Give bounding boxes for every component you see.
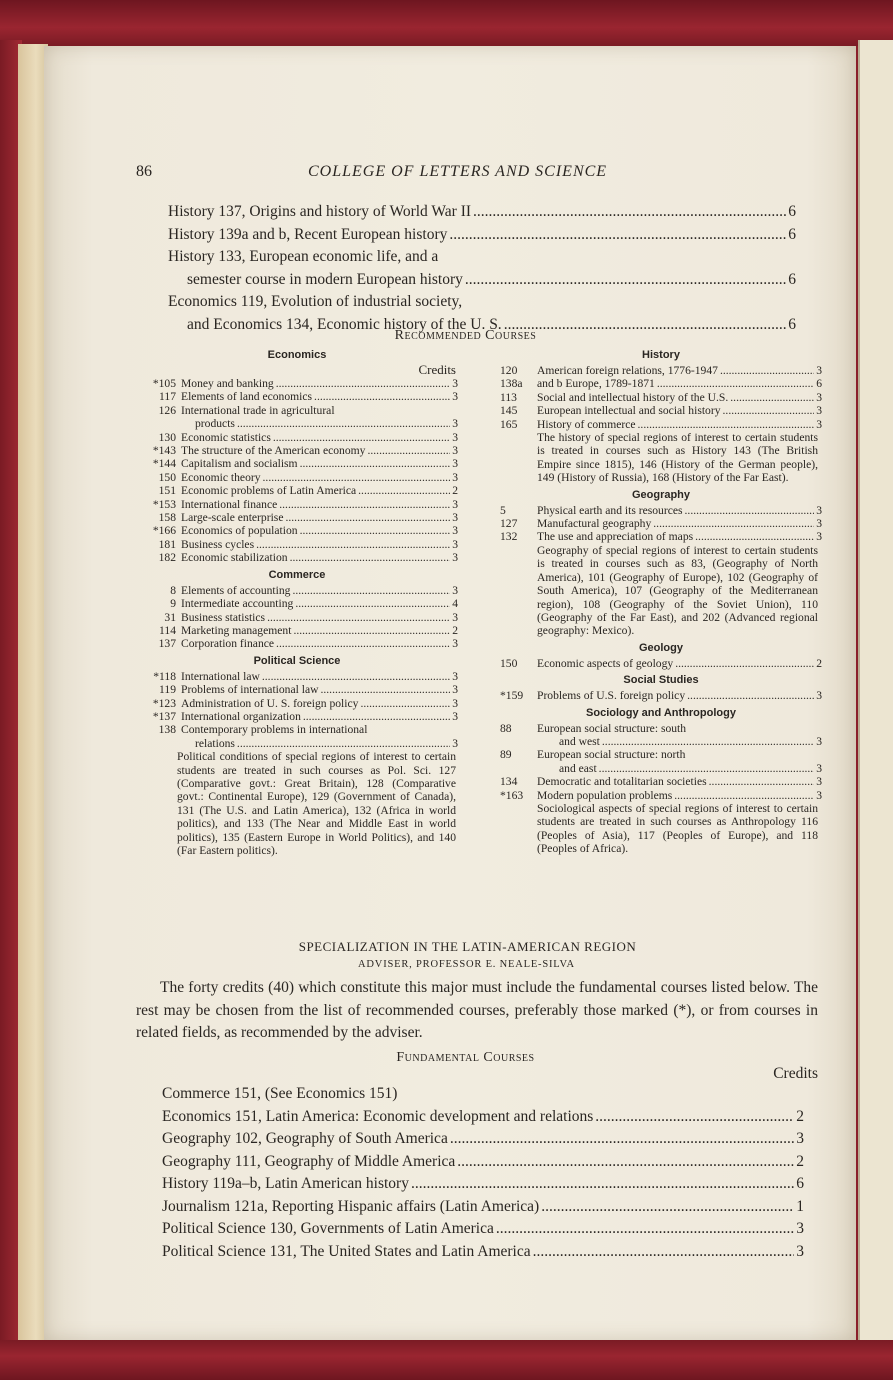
section-note: Political conditions of special regions of interest to certain students are treated in such courses as Pol. Sci. 127 (Comparative govt.: Great Britain), 128 (Comparative govt.: Continental Europe), 129 (Government of Canada), 131 (The U.S. and Latin America), 132 (Africa in world politics), and 133 (The Near and Middle East in world politics), 135 (Eastern Europe in World Politics), and 140 (Far Eastern politics). <box>177 750 456 857</box>
specialization-title: SPECIALIZATION IN THE LATIN-AMERICAN REGION <box>298 939 637 954</box>
course-credits: 3 <box>796 1130 804 1147</box>
course-row <box>500 689 822 702</box>
dot-leader <box>457 1151 794 1174</box>
section-note: The history of special regions of interest to certain students is treated in courses such as History 143 (The British Empire since 1815), 146 (History of the German people), 149 (History of Russia), 168 (History of the Far East). <box>537 431 818 485</box>
running-title: COLLEGE OF LETTERS AND SCIENCE <box>308 163 608 180</box>
dot-leader <box>263 471 451 484</box>
course-credits: 3 <box>816 788 822 802</box>
section-heading: Political Science <box>253 654 341 667</box>
dot-leader <box>723 404 815 417</box>
course-name: Modern population problems <box>537 788 673 802</box>
course-row <box>136 670 458 683</box>
specialization-adviser: ADVISER, PROFESSOR E. NEALE-SILVA <box>358 959 575 970</box>
section-note: Geography of special regions of interest to certain students is treated in courses such as 83, (Geography of North America), 101 (Geography of Europe), 102 (Geography of South America), 107 (Geography of the Mediterranean region), 108 (Geography of the Soviet Union), 110 (Geography of the Far East), and 202 (Advanced regional geography: Mexico). <box>537 543 818 638</box>
fundamental-course-line <box>162 1241 804 1264</box>
course-credits: 4 <box>452 597 458 611</box>
course-title: Commerce 151, (See Economics 151) <box>162 1085 398 1102</box>
dot-leader <box>273 431 450 444</box>
course-name: Corporation finance <box>181 637 275 651</box>
course-credits: 3 <box>452 417 458 431</box>
course-credits: 2 <box>452 484 458 498</box>
course-credits: 3 <box>452 583 458 597</box>
course-number: 130 <box>158 430 176 444</box>
dot-leader <box>730 391 814 404</box>
course-credits: 3 <box>816 734 822 748</box>
course-row <box>136 611 458 624</box>
course-credits: 3 <box>452 696 458 710</box>
dot-leader <box>674 789 814 802</box>
credits-label: Credits <box>418 362 456 377</box>
top-course-line <box>168 224 796 247</box>
course-number: 165 <box>500 417 518 431</box>
course-name: Economic aspects of geology <box>537 656 674 670</box>
course-row <box>500 789 822 802</box>
course-number: 138a <box>500 377 523 391</box>
course-number: 127 <box>500 517 518 531</box>
course-name: International law <box>181 669 260 683</box>
course-number: *123 <box>152 696 176 710</box>
course-title: semester course in modern European history <box>187 270 463 288</box>
fundamental-course-line <box>162 1218 804 1241</box>
course-row <box>136 737 458 750</box>
dot-leader <box>450 1128 794 1151</box>
dot-leader <box>595 1106 794 1129</box>
course-credits: 3 <box>816 517 822 531</box>
course-name: Capitalism and socialism <box>181 457 298 471</box>
dot-leader <box>496 1218 794 1241</box>
course-name: European intellectual and social history <box>537 404 721 418</box>
course-title: History 139a and b, Recent European history <box>168 225 448 243</box>
course-name: Intermediate accounting <box>181 597 294 611</box>
course-credits: 2 <box>452 623 458 637</box>
course-row <box>136 697 458 710</box>
course-number: *118 <box>153 669 176 683</box>
dot-leader <box>541 1196 794 1219</box>
course-name: Democratic and totalitarian societies <box>537 775 707 789</box>
fundamental-course-line <box>162 1083 804 1106</box>
section-heading: Geography <box>631 488 691 501</box>
course-credits: 3 <box>452 390 458 404</box>
dot-leader <box>237 417 450 430</box>
course-credits: 3 <box>452 551 458 565</box>
course-row <box>500 504 822 517</box>
course-row <box>136 624 458 637</box>
dot-leader <box>473 201 786 224</box>
course-credits: 6 <box>796 1175 804 1192</box>
section-heading: Geology <box>638 641 683 654</box>
course-number: 181 <box>158 537 176 551</box>
course-number: 151 <box>158 484 176 498</box>
course-credits: 1 <box>796 1197 804 1215</box>
course-number: 182 <box>158 551 176 565</box>
course-number: 145 <box>500 404 518 418</box>
course-number: 88 <box>500 721 512 735</box>
course-number: *144 <box>152 457 176 471</box>
course-credits: 3 <box>816 775 822 789</box>
course-name: and b Europe, 1789-1871 <box>537 377 655 391</box>
course-name: Marketing management <box>181 623 292 637</box>
top-course-list <box>168 201 796 336</box>
course-credits: 6 <box>816 377 822 391</box>
course-credits: 3 <box>796 1220 804 1237</box>
course-title: Political Science 131, The United States and Latin America <box>162 1242 531 1260</box>
course-number: 137 <box>158 637 176 651</box>
dot-leader <box>687 689 814 702</box>
course-credits: 3 <box>452 497 458 511</box>
course-name: Economic theory <box>181 470 261 484</box>
dot-leader <box>449 224 786 247</box>
course-credits: 6 <box>788 225 796 243</box>
course-name: European social structure: north <box>537 748 686 762</box>
course-row <box>500 762 822 775</box>
course-credits: 3 <box>816 503 822 517</box>
recommended-left-column <box>136 345 458 857</box>
course-name: The structure of the American economy <box>181 444 366 458</box>
course-name: American foreign relations, 1776-1947 <box>537 364 718 377</box>
course-credits: 3 <box>816 404 822 418</box>
course-title: Journalism 121a, Reporting Hispanic affairs (Latin America) <box>162 1197 540 1215</box>
facing-page-edge <box>858 40 893 1342</box>
course-number: 132 <box>500 530 518 544</box>
dot-leader <box>695 530 814 543</box>
course-row <box>136 511 458 524</box>
course-row <box>500 377 822 390</box>
course-number: 31 <box>164 610 176 624</box>
dot-leader <box>303 710 450 723</box>
course-row <box>500 364 822 377</box>
book-binding-top <box>0 0 893 46</box>
course-number: 150 <box>158 470 176 484</box>
course-name: History of commerce <box>537 417 636 431</box>
course-name: Business cycles <box>181 537 255 551</box>
course-number: 119 <box>159 683 176 697</box>
course-row <box>136 524 458 537</box>
course-name: International organization <box>181 709 301 723</box>
course-name: International trade in agricultural <box>181 403 335 417</box>
course-number: 158 <box>158 511 176 525</box>
course-row <box>136 484 458 497</box>
course-row <box>136 431 458 444</box>
course-number: 9 <box>170 597 176 611</box>
course-row <box>136 538 458 551</box>
fundamental-course-line <box>162 1173 804 1196</box>
course-title: Economics 151, Latin America: Economic development and relations <box>162 1107 594 1125</box>
course-name: The use and appreciation of maps <box>537 530 694 544</box>
course-number: *166 <box>152 524 176 538</box>
course-name: Problems of international law <box>181 683 319 697</box>
dot-leader <box>685 504 815 517</box>
course-credits: 3 <box>452 637 458 651</box>
dot-leader <box>533 1241 795 1264</box>
course-row <box>500 657 822 670</box>
course-credits: 2 <box>796 1152 804 1170</box>
course-number: 5 <box>500 503 506 517</box>
course-credits: 3 <box>816 390 822 404</box>
course-name: Elements of accounting <box>181 583 291 597</box>
dot-leader <box>293 624 450 637</box>
course-name: International finance <box>181 497 278 511</box>
course-credits: 3 <box>796 1242 804 1260</box>
dot-leader <box>602 735 814 748</box>
course-credits: 2 <box>796 1107 804 1125</box>
course-name: products <box>195 417 235 431</box>
dot-leader <box>262 670 450 683</box>
dot-leader <box>295 597 450 610</box>
fundamental-course-line <box>162 1106 804 1129</box>
top-course-line <box>168 291 796 314</box>
course-title: Geography 111, Geography of Middle America <box>162 1152 456 1170</box>
course-number: 113 <box>500 390 517 404</box>
course-row <box>136 444 458 457</box>
dot-leader <box>720 364 814 377</box>
course-name: and west <box>559 734 600 748</box>
dot-leader <box>358 484 450 497</box>
course-row <box>500 517 822 530</box>
course-title: History 137, Origins and history of World War II <box>168 203 472 220</box>
section-note: Sociological aspects of special regions of interest to certain students are treated in such courses as Anthropology 116 (Peoples of Asia), 117 (Peoples of Europe), and 118 (Peoples of Africa). <box>537 801 818 856</box>
course-row <box>136 377 458 390</box>
course-number: 8 <box>170 583 176 597</box>
dot-leader <box>267 611 450 624</box>
dot-leader <box>709 775 815 788</box>
course-credits: 3 <box>452 444 458 458</box>
course-name: European social structure: south <box>537 721 687 735</box>
course-title: Geography 102, Geography of South America <box>162 1130 448 1147</box>
dot-leader <box>237 737 450 750</box>
section-heading: Social Studies <box>623 674 699 687</box>
course-name: Business statistics <box>181 610 266 624</box>
course-credits: 3 <box>452 470 458 484</box>
fundamental-course-line <box>162 1196 804 1219</box>
course-row <box>136 417 458 430</box>
course-row <box>136 457 458 470</box>
course-row <box>136 584 458 597</box>
dot-leader <box>314 390 450 403</box>
fundamental-course-line <box>162 1128 804 1151</box>
fundamental-course-list <box>162 1083 804 1263</box>
page-number: 86 <box>136 163 152 180</box>
course-number: *153 <box>152 497 176 511</box>
course-number: 120 <box>500 364 518 377</box>
course-credits: 3 <box>452 377 458 390</box>
recommended-courses-heading: Recommended Courses <box>394 328 537 343</box>
book-binding-bottom <box>0 1340 893 1380</box>
course-row <box>136 683 458 696</box>
course-name: Manufactural geography <box>537 517 652 531</box>
course-row <box>500 722 822 735</box>
dot-leader <box>300 457 451 470</box>
top-course-line <box>168 201 796 224</box>
course-credits: 2 <box>816 656 822 670</box>
course-credits: 3 <box>816 364 822 377</box>
course-row <box>500 391 822 404</box>
course-number: *137 <box>152 709 176 723</box>
course-credits: 3 <box>816 689 822 703</box>
dot-leader <box>279 498 450 511</box>
course-name: Economic problems of Latin America <box>181 484 357 498</box>
course-number: 89 <box>500 748 512 762</box>
course-name: Physical earth and its resources <box>537 503 683 517</box>
dot-leader <box>276 637 450 650</box>
course-row <box>500 748 822 761</box>
course-credits: 3 <box>816 761 822 775</box>
course-credits: 6 <box>788 203 796 220</box>
course-name: Social and intellectual history of the U.S. <box>537 390 729 404</box>
course-name: Contemporary problems in international <box>181 723 368 737</box>
fundamental-credits-label: Credits <box>773 1065 818 1082</box>
course-row <box>136 471 458 484</box>
course-number: 126 <box>158 403 176 417</box>
course-title: and Economics 134, Economic history of the U. S. <box>187 315 502 333</box>
dot-leader <box>638 418 815 431</box>
course-credits: 3 <box>452 683 458 697</box>
course-row <box>136 404 458 417</box>
course-credits: 6 <box>788 315 796 333</box>
course-row <box>500 735 822 748</box>
dot-leader <box>653 517 814 530</box>
course-number: 117 <box>159 390 176 404</box>
dot-leader <box>675 657 814 670</box>
fundamental-course-line <box>162 1151 804 1174</box>
course-credits: 3 <box>452 669 458 683</box>
top-course-line <box>168 269 796 292</box>
course-row <box>136 723 458 736</box>
dot-leader <box>367 444 450 457</box>
specialization-paragraph: The forty credits (40) which constitute this major must include the fundamental courses listed below. The rest may be chosen from the list of recommended courses, preferably those marked (*), or from courses in related fields, as recommended by the adviser. <box>136 979 818 1041</box>
course-title: Political Science 130, Governments of Latin America <box>162 1220 494 1237</box>
course-title: Economics 119, Evolution of industrial society, <box>168 293 463 310</box>
dot-leader <box>320 683 450 696</box>
course-row <box>136 637 458 650</box>
course-credits: 3 <box>452 736 458 750</box>
course-row <box>136 390 458 403</box>
dot-leader <box>290 551 451 564</box>
course-name: Economics of population <box>181 524 298 538</box>
dot-leader <box>465 269 786 292</box>
course-row <box>500 418 822 431</box>
dot-leader <box>411 1173 794 1196</box>
course-row <box>500 404 822 417</box>
course-number: *163 <box>500 788 524 802</box>
dot-leader <box>657 377 814 390</box>
course-credits: 3 <box>452 537 458 551</box>
dot-leader <box>256 538 450 551</box>
course-title: History 119a–b, Latin American history <box>162 1175 409 1192</box>
course-number: 150 <box>500 656 518 670</box>
dot-leader <box>300 524 451 537</box>
course-credits: 3 <box>452 511 458 525</box>
course-number: *143 <box>152 444 176 458</box>
course-number: *105 <box>152 377 176 390</box>
course-row <box>136 551 458 564</box>
course-number: 134 <box>500 775 518 789</box>
course-name: Economic stabilization <box>181 551 288 565</box>
dot-leader <box>599 762 815 775</box>
course-row <box>136 597 458 610</box>
running-header <box>0 163 893 185</box>
course-credits: 3 <box>452 709 458 723</box>
course-name: Problems of U.S. foreign policy <box>537 689 686 703</box>
section-heading: Economics <box>267 349 327 361</box>
course-name: relations <box>195 736 235 750</box>
course-name: Large-scale enterprise <box>181 511 284 525</box>
course-credits: 3 <box>452 457 458 471</box>
course-name: Elements of land economics <box>181 390 313 404</box>
course-row <box>136 710 458 723</box>
course-credits: 3 <box>816 530 822 544</box>
course-row <box>136 498 458 511</box>
recommended-right-column <box>500 345 822 856</box>
section-heading: Sociology and Anthropology <box>586 706 736 719</box>
dot-leader <box>292 584 450 597</box>
course-row <box>500 530 822 543</box>
course-number: *159 <box>500 689 524 703</box>
course-title: History 133, European economic life, and a <box>168 248 439 265</box>
course-credits: 3 <box>452 430 458 444</box>
dot-leader <box>360 697 450 710</box>
top-course-line <box>168 246 796 269</box>
course-name: and east <box>559 761 597 775</box>
course-credits: 6 <box>788 270 796 288</box>
fundamental-courses-heading: Fundamental Courses <box>396 1050 535 1065</box>
section-heading: Commerce <box>268 568 326 581</box>
course-name: Economic statistics <box>181 430 271 444</box>
course-number: 114 <box>159 623 176 637</box>
dot-leader <box>276 377 450 390</box>
section-heading: History <box>642 349 680 361</box>
course-row <box>500 775 822 788</box>
course-credits: 3 <box>452 610 458 624</box>
course-credits: 3 <box>816 417 822 431</box>
course-name: Administration of U. S. foreign policy <box>181 696 359 710</box>
course-credits: 3 <box>452 524 458 538</box>
course-name: Money and banking <box>181 377 274 390</box>
course-number: 138 <box>158 723 176 737</box>
dot-leader <box>285 511 450 524</box>
